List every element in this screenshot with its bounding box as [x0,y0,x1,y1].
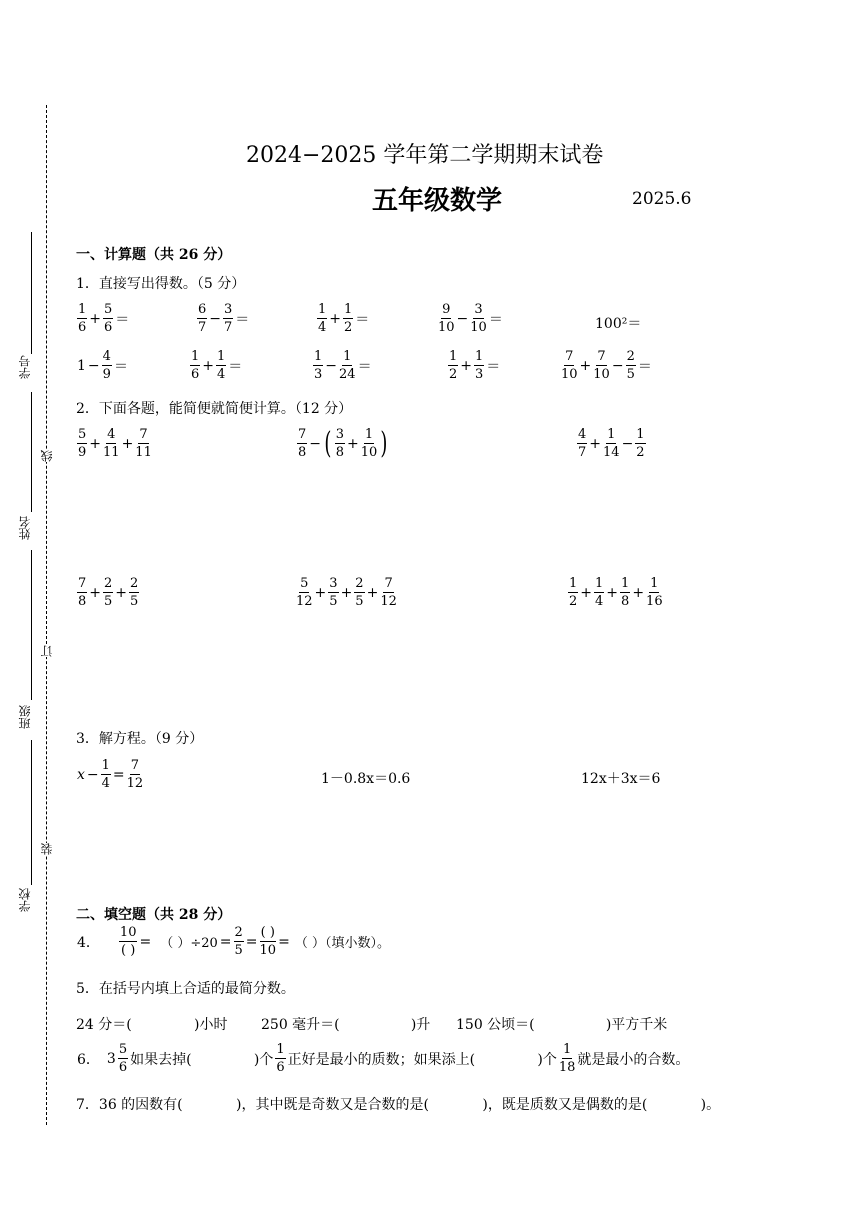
fraction: $\frac{4}{9}$ [102,349,111,382]
fraction: $\frac{3}{8}$ [335,427,345,460]
q1-label: 1．直接写出得数。（5 分） [76,276,246,292]
cut-mark-bind: 订 [40,645,54,657]
cut-mark-line: 线 [40,450,54,462]
fraction: $\frac{1}{4}$ [318,302,327,335]
sidebar-label-student-id: 学号 [18,355,32,379]
q2-item-1: $\frac{5}{9}$ + $\frac{4}{11}$ + $\frac{7}{11}$ [78,427,152,460]
q2-item-6: $\frac{1}{2}$ + $\frac{1}{4}$ + $\frac{1}{8}$ + $\frac{1}{16}$ [569,576,663,609]
fraction: $\frac{1}{2}$ [344,302,353,335]
fraction: $\frac{1}{4}$ [595,576,604,609]
fraction: $\frac{1}{3}$ [475,349,484,382]
sidebar-label-name: 姓名 [18,516,32,540]
fraction: $\frac{1}{24}$ [339,349,356,382]
fraction: $\frac{5}{9}$ [78,427,87,460]
fraction: $\frac{2}{5}$ [104,576,113,609]
fraction: $\frac{1}{18}$ [558,1042,576,1075]
q3-label: 3．解方程。（9 分） [76,731,204,747]
q5-b: 250 毫升＝( )升 [261,1017,431,1033]
fraction: $\frac{7}{8}$ [78,576,87,609]
q1-item-2: $\frac{6}{7}$ − $\frac{3}{7}$ ＝ [198,302,250,335]
fraction: $\frac{1}{4}$ [101,758,110,791]
q1-power: 100²＝ [595,316,642,332]
fraction: $\frac{1}{16}$ [646,576,663,609]
fraction: $\frac{3}{10}$ [470,302,487,335]
fraction: $\frac{3}{5}$ [329,576,338,609]
fraction: $\frac{4}{7}$ [578,427,587,460]
fraction: $\frac{1}{2}$ [449,349,458,382]
binding-cut-line [46,105,47,1125]
fraction: $\frac{5}{6}$ [104,302,113,335]
exam-date: 2025.6 [632,189,692,209]
sidebar-label-class: 班级 [18,705,32,729]
q1-item-10: $\frac{7}{10}$ + $\frac{7}{10}$ − $\frac{2}{5}$ ＝ [561,349,652,382]
section2-heading: 二、填空题（共 28 分） [76,907,232,923]
q1-item-3: $\frac{1}{4}$ + $\frac{1}{2}$ ＝ [318,302,370,335]
fraction: $\frac{7}{11}$ [135,427,152,460]
q2-item-2: $\frac{7}{8}$ − ( $\frac{3}{8}$ + $\frac{1}{10}$ ) [298,425,388,461]
fraction: $\frac{7}{12}$ [380,576,397,609]
q3-equation-1: x − $\frac{1}{4}$ = $\frac{7}{12}$ [77,758,144,791]
fraction: $\frac{1}{4}$ [217,349,226,382]
fraction: $\frac{2}{5}$ [355,576,364,609]
q1-item-6: 1 − $\frac{4}{9}$ ＝ [77,349,128,382]
q5-label: 5．在括号内填上合适的最简分数。 [76,981,295,997]
fraction: $\frac{2}{5}$ [626,349,635,382]
fraction: $\frac{3}{7}$ [224,302,233,335]
q1-item-7: $\frac{1}{6}$ + $\frac{1}{4}$ ＝ [191,349,243,382]
fraction: $\frac{7}{10}$ [593,349,610,382]
fraction: $\frac{7}{10}$ [561,349,578,382]
fraction: $\frac{5}{6}$ [118,1042,128,1075]
section1-heading: 一、计算题（共 26 分） [76,247,232,263]
exam-title: 2024−2025 学年第二学期期末试卷 [246,143,604,168]
q5-a: 24 分＝( )小时 [76,1017,228,1033]
fraction: $\frac{1}{14}$ [603,427,620,460]
sidebar-label-school: 学校 [18,888,32,912]
q3-equation-3: 12x＋3x＝6 [581,771,661,787]
fraction: $\frac{10}{( )}$ [119,925,137,958]
fraction: $\frac{1}{2}$ [569,576,578,609]
q2-item-4: $\frac{7}{8}$ + $\frac{2}{5}$ + $\frac{2}{5}$ [78,576,139,609]
fraction: $\frac{6}{7}$ [198,302,207,335]
fraction: $\frac{1}{6}$ [191,349,200,382]
q2-item-5: $\frac{5}{12}$ + $\frac{3}{5}$ + $\frac{2}{5}$ + $\frac{7}{12}$ [296,576,397,609]
fraction: $\frac{1}{10}$ [360,427,378,460]
fraction: $\frac{1}{2}$ [636,427,645,460]
q5-c: 150 公顷＝( )平方千米 [456,1017,668,1033]
sidebar-line [31,232,32,354]
q1-item-8: $\frac{1}{3}$ − $\frac{1}{24}$ ＝ [314,349,372,382]
fraction: $\frac{( )}{10}$ [259,925,277,958]
sidebar-line [31,550,32,700]
exam-subtitle: 五年级数学 [372,186,503,216]
q2-label: 2．下面各题，能简便就简便计算。（12 分） [76,401,353,417]
q3-equation-2: 1－0.8x＝0.6 [321,771,411,787]
q2-item-3: $\frac{4}{7}$ + $\frac{1}{14}$ − $\frac{1}{2}$ [578,427,645,460]
fraction: $\frac{1}{6}$ [276,1042,285,1075]
fraction: $\frac{2}{5}$ [130,576,139,609]
fraction: $\frac{9}{10}$ [438,302,455,335]
fraction: $\frac{2}{5}$ [234,925,243,958]
cut-mark-staple: 装 [40,843,54,855]
q1-item-9: $\frac{1}{2}$ + $\frac{1}{3}$ ＝ [449,349,501,382]
q4: 4． $\frac{10}{( )}$ = （ ）÷20 = $\frac{2}{5}$ = $\frac{( )}{10}$ = （ ）（填小数）。 [77,925,390,958]
fraction: $\frac{1}{3}$ [314,349,323,382]
q6: 6． 3 $\frac{5}{6}$ 如果去掉( )个 $\frac{1}{6}$ 正好是最小的质数；如果添上( )个 $\frac{1}{18}$ 就是最小的合数。 [77,1042,690,1075]
fraction: $\frac{4}{11}$ [103,427,120,460]
sidebar-line [31,392,32,512]
q1-item-4: $\frac{9}{10}$ − $\frac{3}{10}$ ＝ [438,302,503,335]
q1-item-1: $\frac{1}{6}$ + $\frac{5}{6}$ ＝ [78,302,130,335]
sidebar-line [31,740,32,885]
fraction: $\frac{1}{6}$ [78,302,87,335]
fraction: $\frac{1}{8}$ [621,576,630,609]
q7: 7．36 的因数有( )，其中既是奇数又是合数的是( )，既是质数又是偶数的是( )。 [76,1097,721,1113]
fraction: $\frac{5}{12}$ [296,576,313,609]
fraction: $\frac{7}{12}$ [126,758,144,791]
fraction: $\frac{7}{8}$ [298,427,307,460]
